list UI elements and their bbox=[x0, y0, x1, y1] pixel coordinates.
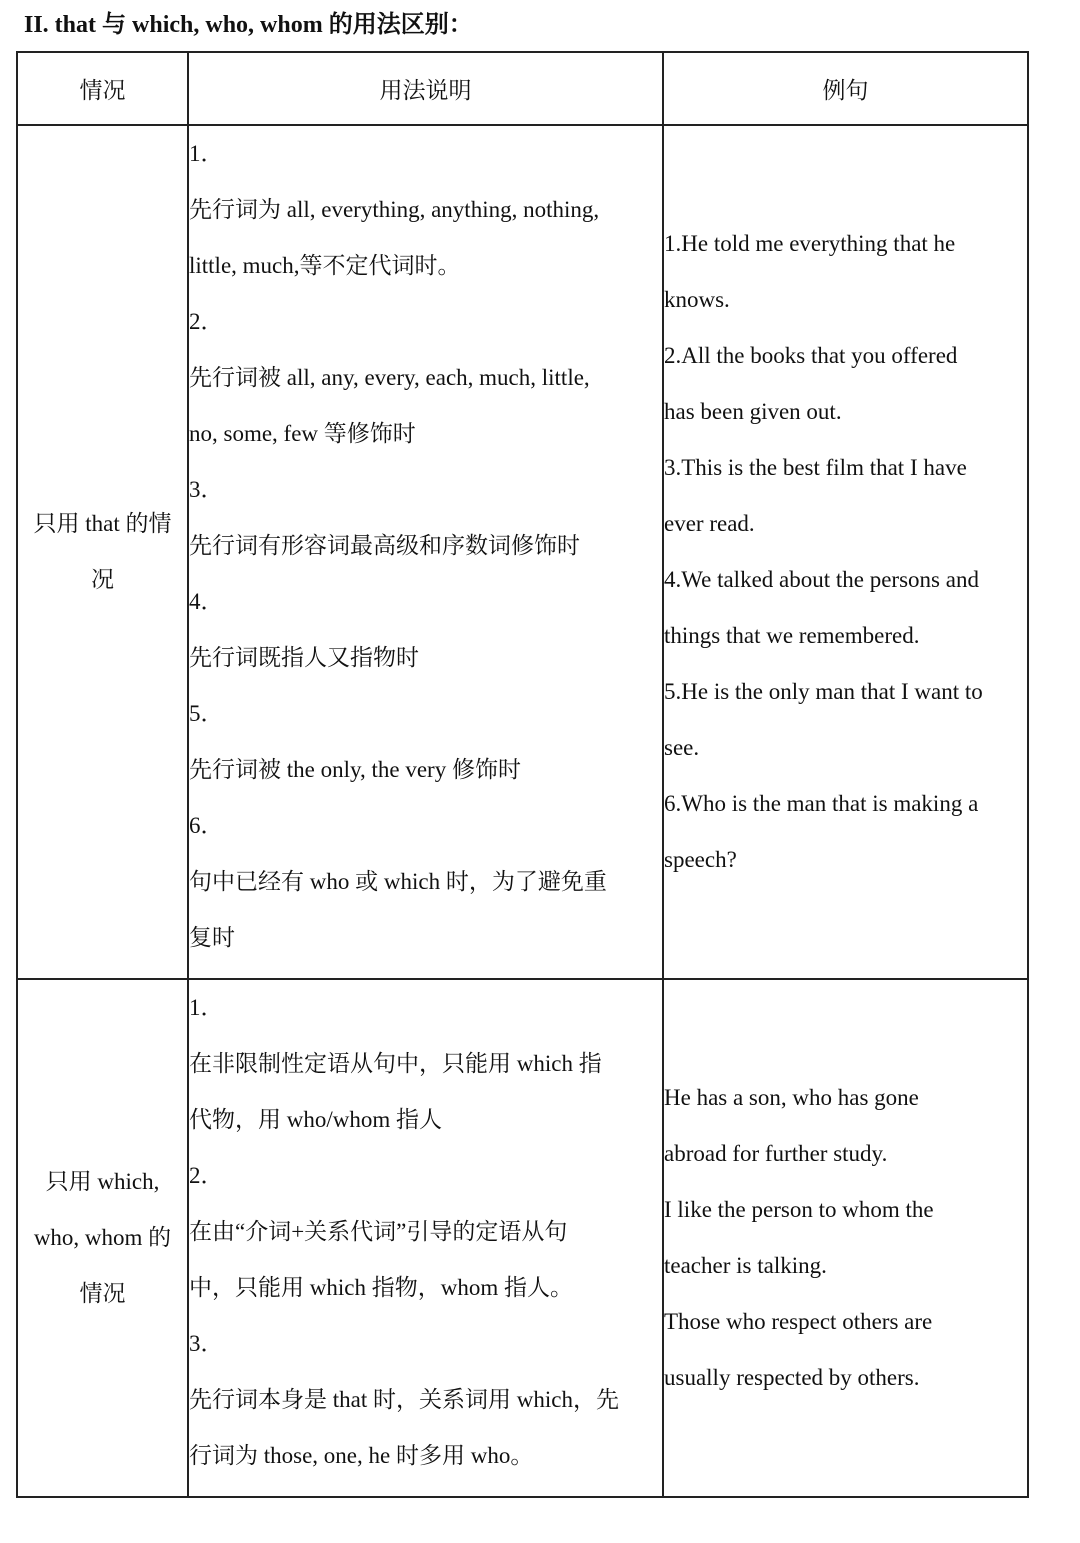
examples-cell bbox=[663, 979, 1028, 1497]
example-line: speech? bbox=[664, 847, 737, 872]
usage-number: 2． bbox=[189, 1163, 224, 1188]
case-cell bbox=[17, 125, 188, 979]
example-line: abroad for further study. bbox=[664, 1141, 888, 1166]
usage-cell bbox=[188, 125, 663, 979]
case-cell bbox=[17, 979, 188, 1497]
example-line: He has a son, who has gone bbox=[664, 1085, 919, 1110]
case-line: 只用 which, bbox=[45, 1169, 160, 1194]
usage-cell bbox=[188, 979, 663, 1497]
usage-number: 1． bbox=[189, 141, 224, 166]
case-line: 情况 bbox=[79, 1281, 126, 1306]
usage-line: 先行词被 the only, the very 修饰时 bbox=[189, 757, 521, 782]
table-header-row bbox=[17, 52, 1028, 125]
header-case: 情况 bbox=[17, 52, 188, 125]
usage-line: 句中已经有 who 或 which 时，为了避免重 bbox=[189, 869, 607, 894]
case-line: 只用 that 的情 bbox=[33, 511, 172, 536]
example-line: things that we remembered. bbox=[664, 623, 920, 648]
usage-line: 先行词被 all, any, every, each, much, little, bbox=[189, 365, 590, 390]
usage-table bbox=[16, 51, 1029, 1498]
example-line: 5.He is the only man that I want to bbox=[664, 679, 983, 704]
usage-line: 行词为 those, one, he 时多用 who。 bbox=[189, 1443, 534, 1468]
usage-number: 6． bbox=[189, 813, 224, 838]
example-line: 3.This is the best film that I have bbox=[664, 455, 967, 480]
case-line: 况 bbox=[91, 567, 114, 592]
case-line: who, whom 的 bbox=[33, 1225, 172, 1250]
example-line: knows. bbox=[664, 287, 730, 312]
table-row bbox=[17, 979, 1028, 1497]
usage-line: little, much,等不定代词时。 bbox=[189, 253, 461, 278]
usage-line: 中，只能用 which 指物，whom 指人。 bbox=[189, 1275, 573, 1300]
example-line: 4.We talked about the persons and bbox=[664, 567, 979, 592]
example-line: has been given out. bbox=[664, 399, 842, 424]
usage-line: 先行词有形容词最高级和序数词修饰时 bbox=[189, 533, 580, 558]
usage-number: 2． bbox=[189, 309, 224, 334]
usage-line: 复时 bbox=[189, 925, 235, 950]
usage-number: 3． bbox=[189, 477, 224, 502]
example-line: teacher is talking. bbox=[664, 1253, 827, 1278]
usage-line: 在由“介词+关系代词”引导的定语从句 bbox=[189, 1219, 568, 1244]
example-line: 2.All the books that you offered bbox=[664, 343, 958, 368]
example-line: 6.Who is the man that is making a bbox=[664, 791, 979, 816]
example-line: I like the person to whom the bbox=[664, 1197, 934, 1222]
usage-line: no, some, few 等修饰时 bbox=[189, 421, 416, 446]
example-line: 1.He told me everything that he bbox=[664, 231, 956, 256]
usage-line: 代物，用 who/whom 指人 bbox=[189, 1107, 442, 1132]
usage-number: 1． bbox=[189, 995, 224, 1020]
header-examples: 例句 bbox=[663, 52, 1028, 125]
example-line: Those who respect others are bbox=[664, 1309, 933, 1334]
table-row bbox=[17, 125, 1028, 979]
usage-number: 4． bbox=[189, 589, 224, 614]
example-line: usually respected by others. bbox=[664, 1365, 920, 1390]
usage-line: 在非限制性定语从句中，只能用 which 指 bbox=[189, 1051, 602, 1076]
example-line: see. bbox=[664, 735, 700, 760]
example-line: ever read. bbox=[664, 511, 755, 536]
usage-number: 5． bbox=[189, 701, 224, 726]
usage-line: 先行词为 all, everything, anything, nothing, bbox=[189, 197, 600, 222]
usage-number: 3． bbox=[189, 1331, 224, 1356]
header-usage: 用法说明 bbox=[188, 52, 663, 125]
examples-cell bbox=[663, 125, 1028, 979]
usage-line: 先行词本身是 that 时，关系词用 which，先 bbox=[189, 1387, 619, 1412]
usage-line: 先行词既指人又指物时 bbox=[189, 645, 419, 670]
section-heading: II. that 与 which, who, whom 的用法区别： bbox=[24, 12, 473, 38]
